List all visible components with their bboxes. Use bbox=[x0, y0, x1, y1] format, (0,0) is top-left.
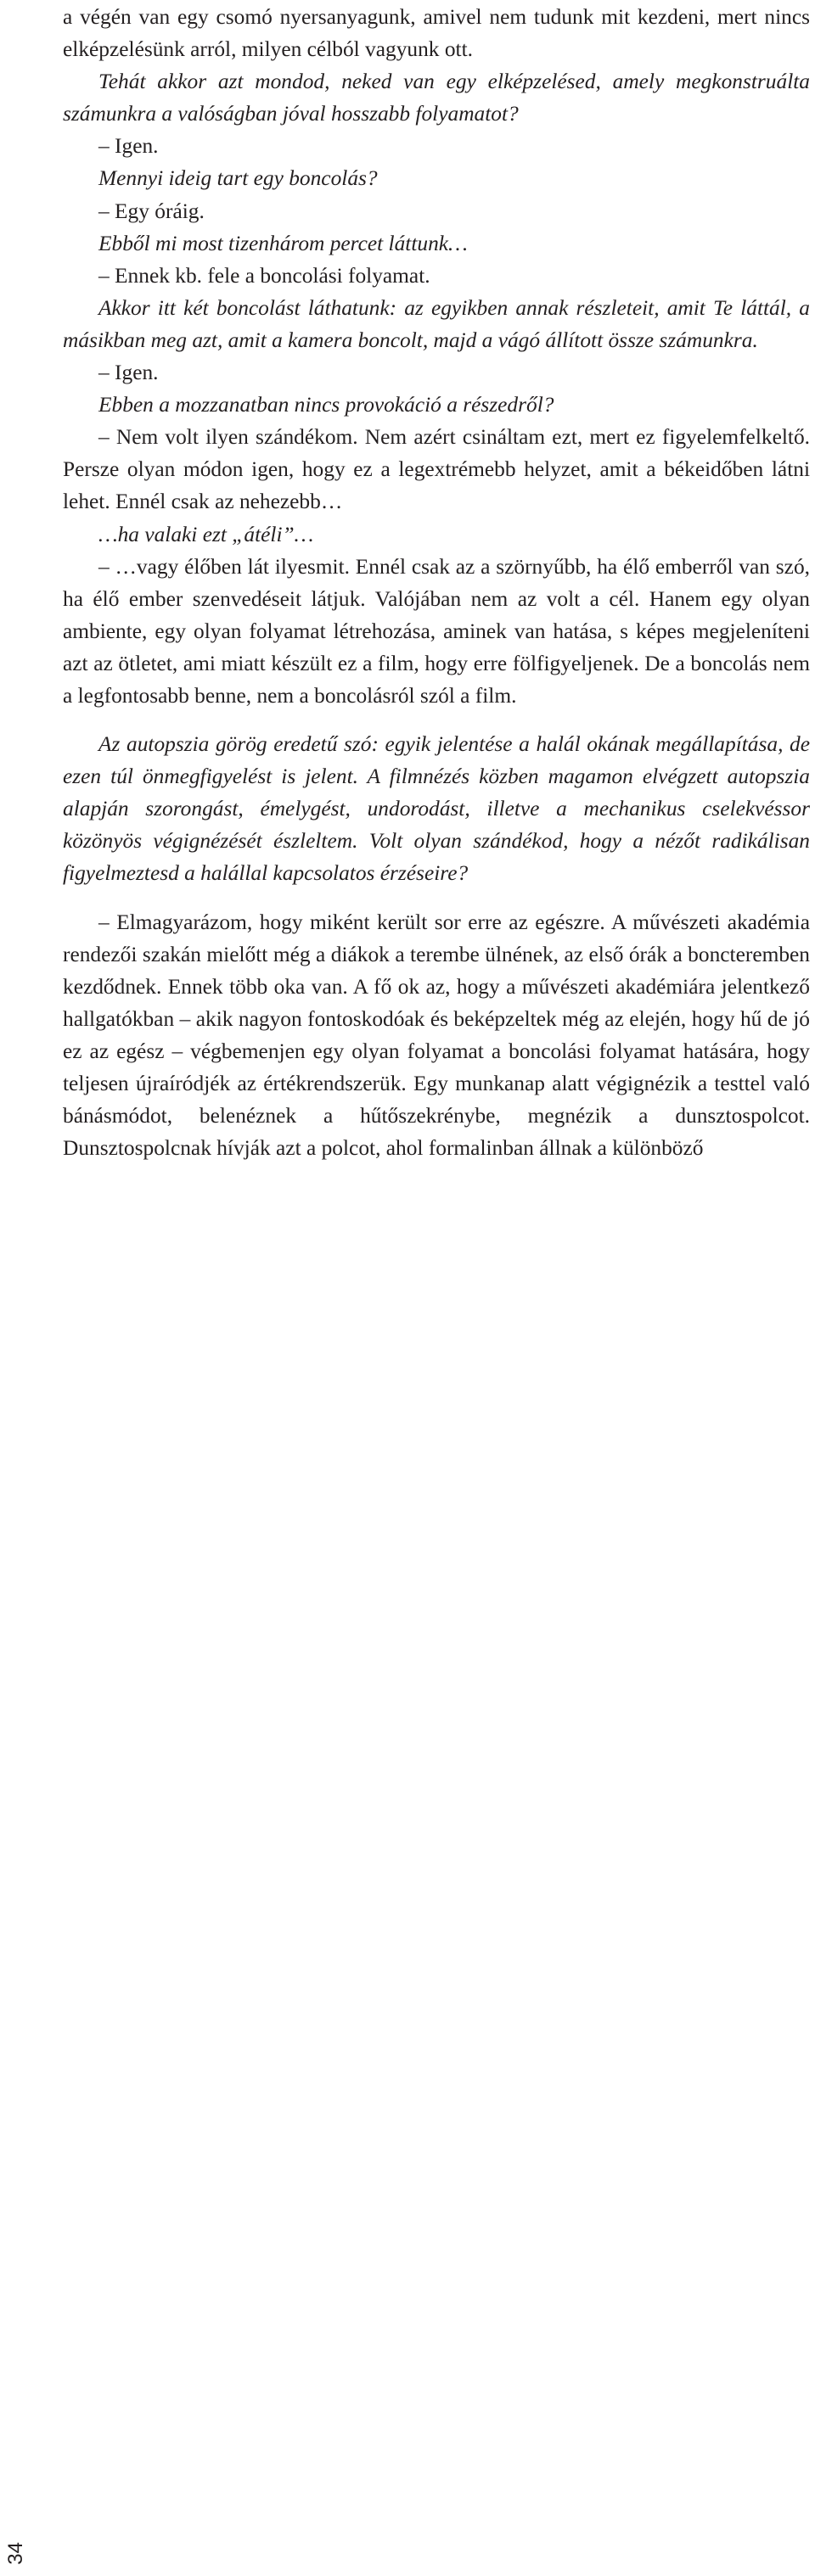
paragraph-question: …ha valaki ezt „átéli”… bbox=[98, 522, 314, 546]
paragraph-spacer bbox=[63, 890, 810, 906]
paragraph-answer: – Igen. bbox=[98, 361, 159, 385]
paragraph-question: Mennyi ideig tart egy boncolás? bbox=[98, 166, 378, 191]
paragraph-question: Ebből mi most tizenhárom percet láttunk… bbox=[98, 231, 468, 255]
page-number: 34 bbox=[4, 2542, 27, 2565]
paragraph-question: Az autopszia görög eredetű szó: egyik jelentése a halál okának megállapítása, de ezen túl önmegfigyelést is jelent. A filmnézés közben magamon elvégzett autopszia alapján szorongást, émelygést, undorodást, illetve a mechanikus cselekvéssor közönyös végignézését észleltem. Volt olyan szándékod, hogy a nézőt radikálisan figyelmeztesd a halállal kapcsolatos érzéseire? bbox=[63, 732, 810, 886]
page-number-container bbox=[3, 1271, 29, 2565]
paragraph-answer: – …vagy élőben lát ilyesmit. Ennél csak az a szörnyűbb, ha élő emberről van szó, ha élő ember szenvedéseit látjuk. Valójában nem az volt a cél. Hanem egy olyan ambiente, egy olyan folyamat létrehozása, aminek van hatása, s képes megjeleníteni azt az ötletet, ami miatt készült ez a film, hogy erre fölfigyeljenek. De a boncolás nem a legfontosabb benne, nem a boncolásról szól a film. bbox=[63, 554, 810, 708]
paragraph-question: Akkor itt két boncolást láthatunk: az egyikben annak részleteit, amit Te láttál, a másikban meg azt, amit a kamera boncolt, majd a vágó állított össze számunkra. bbox=[63, 295, 810, 352]
paragraph-answer: – Elmagyarázom, hogy miként került sor erre az egészre. A művészeti akadémia rendezői szakán mielőtt még a diákok a terembe ülnének, az első órák a boncteremben kezdődnek. Ennek több oka van. A fő ok az, hogy a művészeti akadémiára jelentkező hallgatókban – akik nagyon fontoskodóak és beképzeltek még az elején, hogy hű de jó ez az egész – végbemenjen egy olyan folyamat a boncolási folyamat hatására, hogy teljesen újraíródjék az értékrendszerük. Egy munkanap alatt végignézik a testtel való bánásmódot, belenéznek a hűtőszekrénybe, megnézik a dunsztospolcot. Dunsztospolcnak hívják azt a polcot, ahol formalinban állnak a különböző bbox=[63, 910, 810, 1161]
paragraph-question: Ebben a mozzanatban nincs provokáció a részedről? bbox=[98, 393, 554, 417]
paragraph-question: Tehát akkor azt mondod, neked van egy elképzelésed, amely megkonstruálta számunkra a valóságban jóval hosszabb folyamatot? bbox=[63, 70, 810, 126]
paragraph-answer: – Igen. bbox=[98, 134, 159, 159]
paragraph-spacer bbox=[63, 712, 810, 728]
paragraph-answer: – Egy óráig. bbox=[98, 199, 205, 223]
paragraph-answer: – Ennek kb. fele a boncolási folyamat. bbox=[98, 263, 430, 288]
paragraph-answer-continued: a végén van egy csomó nyersanyagunk, amivel nem tudunk mit kezdeni, mert nincs elképzelésünk arról, milyen célból vagyunk ott. bbox=[63, 5, 810, 62]
interview-text bbox=[63, 0, 810, 1164]
paragraph-answer: – Nem volt ilyen szándékom. Nem azért csináltam ezt, mert ez figyelemfelkeltő. Persze olyan módon igen, hogy ez a legextrémebb helyzet, amit a békeidőben látni lehet. Ennél csak az nehezebb… bbox=[63, 425, 810, 514]
